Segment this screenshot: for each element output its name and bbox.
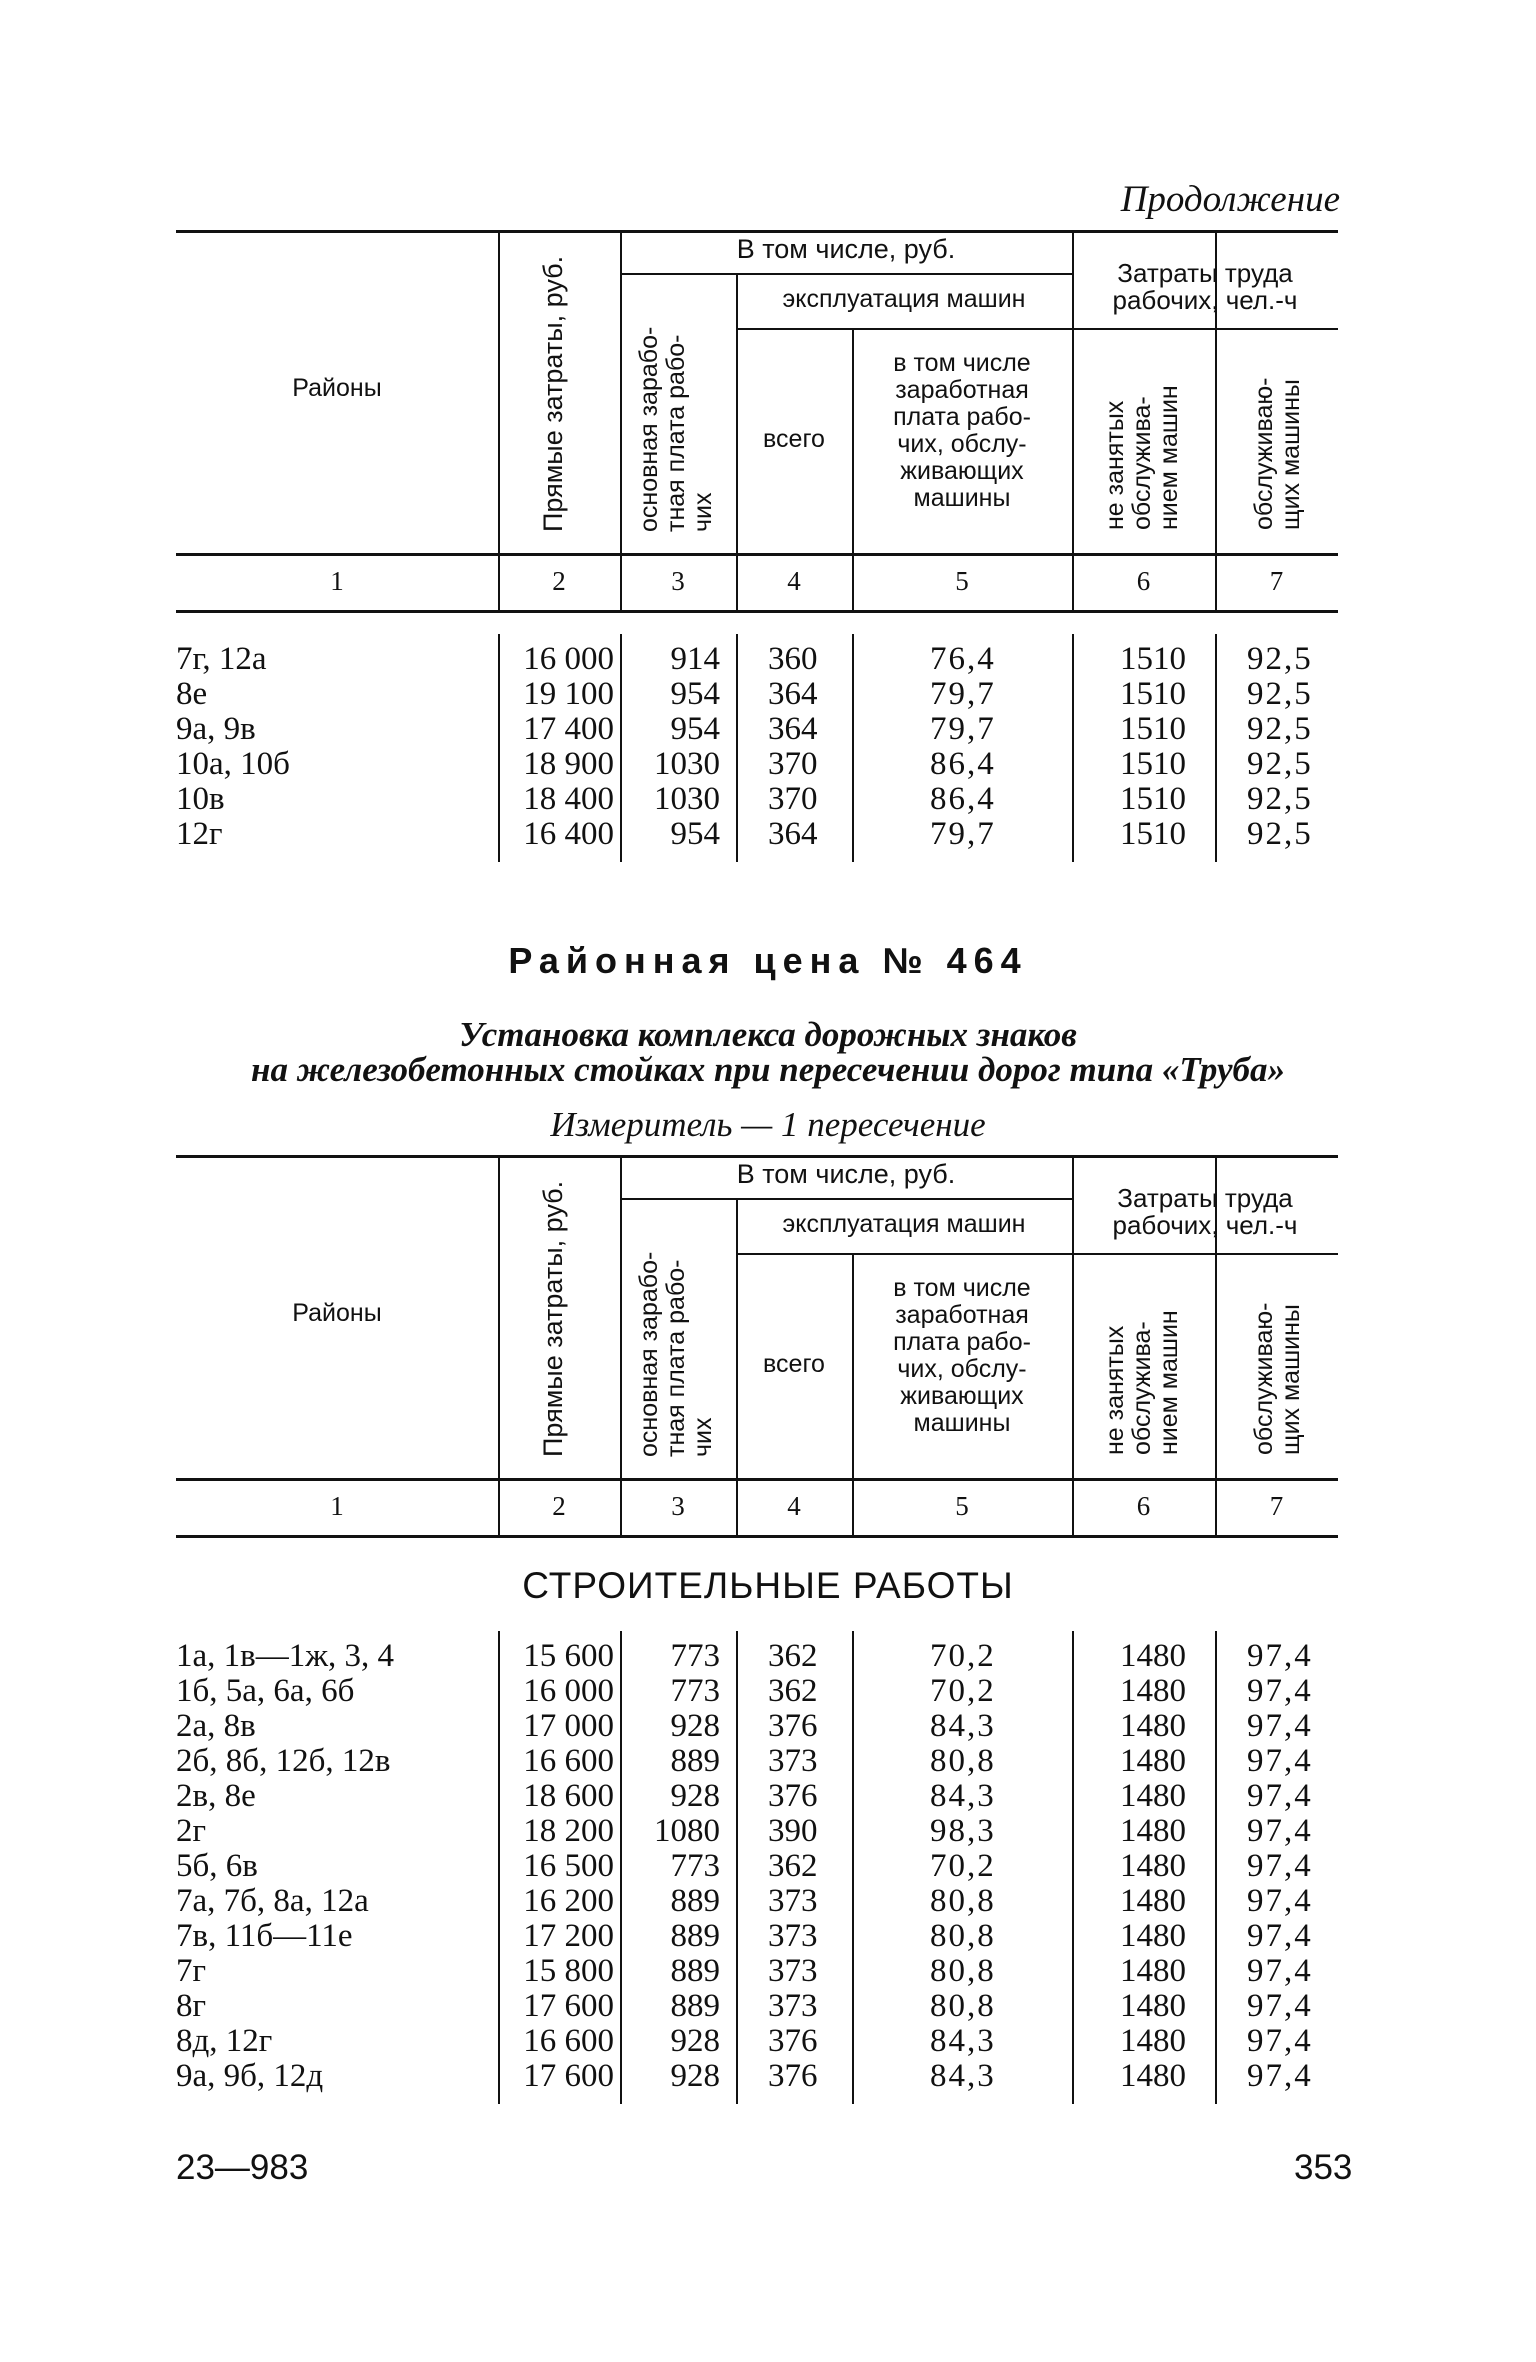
base-salary-cell: 889 xyxy=(670,1743,720,1779)
price-subtitle-1: Установка комплекса дорожных знаков xyxy=(459,1015,1077,1054)
machine-salary-header: в том числе заработная плата рабо- чих, обслу- живающих машины xyxy=(893,1274,1031,1437)
region-cell: 7в, 11б—11е xyxy=(176,1918,353,1954)
labor-not-busy-cell: 1480 xyxy=(1120,1638,1186,1674)
region-cell: 8д, 12г xyxy=(176,2023,273,2059)
machine-total-cell: 390 xyxy=(768,1813,818,1849)
direct-costs-cell: 17 000 xyxy=(523,1708,614,1744)
header-bottom-rule xyxy=(176,1478,1338,1481)
column-number: 6 xyxy=(1136,566,1151,596)
price-title: Районная цена № 464 xyxy=(508,940,1028,981)
region-cell: 1б, 5а, 6а, 6б xyxy=(176,1673,355,1709)
labor-not-busy-cell: 1480 xyxy=(1120,1953,1186,1989)
machine-total-cell: 360 xyxy=(768,641,818,677)
machine-salary-cell: 84,3 xyxy=(930,2023,996,2059)
machine-total-cell: 362 xyxy=(768,1673,818,1709)
machine-total-cell: 376 xyxy=(768,2023,818,2059)
machine-salary-cell: 76,4 xyxy=(930,641,996,677)
labor-serving-cell: 97,4 xyxy=(1247,1673,1313,1709)
column-number: 2 xyxy=(552,566,566,596)
base-salary-cell: 928 xyxy=(670,2058,720,2094)
region-cell: 2а, 8в xyxy=(176,1708,256,1744)
base-salary-cell: 889 xyxy=(670,1988,720,2024)
region-cell: 7а, 7б, 8а, 12а xyxy=(176,1883,369,1919)
machine-salary-cell: 84,3 xyxy=(930,2058,996,2094)
footer-code: 23—983 xyxy=(176,2148,309,2187)
base-salary-cell: 954 xyxy=(670,711,720,747)
body-col-divider xyxy=(1215,634,1217,862)
labor-serving-cell: 92,5 xyxy=(1247,781,1313,817)
base-salary-cell: 928 xyxy=(670,1708,720,1744)
machine-total-cell: 373 xyxy=(768,1988,818,2024)
machine-salary-cell: 79,7 xyxy=(930,676,996,712)
regions-header: Районы xyxy=(292,374,382,402)
base-salary-cell: 889 xyxy=(670,1918,720,1954)
base-salary-cell: 1030 xyxy=(654,746,720,782)
labor-header: Затраты труда рабочих, чел.-ч xyxy=(1112,258,1298,315)
machine-total-cell: 364 xyxy=(768,711,818,747)
machine-salary-cell: 86,4 xyxy=(930,746,996,782)
machine-rule xyxy=(736,1253,1072,1255)
labor-serving-cell: 97,4 xyxy=(1247,1988,1313,2024)
incl-rule xyxy=(620,1198,1072,1200)
direct-costs-cell: 15 800 xyxy=(523,1953,614,1989)
base-salary-cell: 1080 xyxy=(654,1813,720,1849)
body-col-divider xyxy=(1072,634,1074,862)
measure-unit: Измеритель — 1 пересечение xyxy=(550,1105,986,1144)
number-row-rule xyxy=(176,610,1338,613)
direct-costs-cell: 19 100 xyxy=(523,676,614,712)
machine-total-cell: 373 xyxy=(768,1883,818,1919)
body-col-divider xyxy=(852,634,854,862)
region-cell: 2б, 8б, 12б, 12в xyxy=(176,1743,391,1779)
machine-salary-header: в том числе заработная плата рабо- чих, обслу- живающих машины xyxy=(893,349,1031,512)
number-row-rule xyxy=(176,1535,1338,1538)
machine-total-cell: 373 xyxy=(768,1743,818,1779)
labor-not-busy-cell: 1510 xyxy=(1120,676,1186,712)
labor-serving-cell: 97,4 xyxy=(1247,1848,1313,1884)
labor-serving-cell: 97,4 xyxy=(1247,1813,1313,1849)
column-number: 6 xyxy=(1136,1491,1151,1521)
region-cell: 8г xyxy=(176,1988,207,2024)
machine-total-cell: 362 xyxy=(768,1848,818,1884)
column-number: 3 xyxy=(671,566,685,596)
labor-not-busy-cell: 1510 xyxy=(1120,746,1186,782)
price-subtitle-2: на железобетонных стойках при пересечении дорог типа «Труба» xyxy=(251,1050,1285,1089)
direct-costs-cell: 16 000 xyxy=(523,641,614,677)
base-salary-cell: 914 xyxy=(670,641,720,677)
machine-salary-cell: 80,8 xyxy=(930,1743,996,1779)
labor-not-busy-cell: 1480 xyxy=(1120,1988,1186,2024)
direct-costs-cell: 16 400 xyxy=(523,816,614,852)
labor-serving-cell: 97,4 xyxy=(1247,1883,1313,1919)
header-col-divider xyxy=(498,1155,500,1535)
direct-costs-header: Прямые затраты, руб. xyxy=(538,255,568,532)
labor-rule xyxy=(1072,1253,1338,1255)
base-salary-cell: 773 xyxy=(670,1673,720,1709)
direct-costs-cell: 15 600 xyxy=(523,1638,614,1674)
labor-not-busy-cell: 1510 xyxy=(1120,711,1186,747)
machine-salary-cell: 70,2 xyxy=(930,1848,996,1884)
direct-costs-cell: 18 600 xyxy=(523,1778,614,1814)
labor-serving-cell: 92,5 xyxy=(1247,641,1313,677)
machine-salary-cell: 80,8 xyxy=(930,1918,996,1954)
page-number: 353 xyxy=(1294,2148,1353,2187)
region-cell: 7г, 12а xyxy=(176,641,267,677)
machine-salary-cell: 98,3 xyxy=(930,1813,996,1849)
machine-salary-cell: 80,8 xyxy=(930,1883,996,1919)
total-header: всего xyxy=(763,1350,825,1378)
column-number: 1 xyxy=(330,566,344,596)
body-col-divider xyxy=(852,1631,854,2104)
total-header: всего xyxy=(763,425,825,453)
machine-ops-header: эксплуатация машин xyxy=(782,285,1026,313)
body-col-divider xyxy=(1215,1631,1217,2104)
incl-header: В том числе, руб. xyxy=(736,1159,956,1189)
base-salary-cell: 954 xyxy=(670,676,720,712)
region-cell: 9а, 9б, 12д xyxy=(176,2058,324,2094)
header-top-rule xyxy=(176,230,1338,233)
direct-costs-cell: 17 400 xyxy=(523,711,614,747)
not-busy-header: не занятых обслужива- нием машин xyxy=(1101,385,1183,530)
column-number: 7 xyxy=(1269,1491,1284,1521)
column-number: 1 xyxy=(330,1491,344,1521)
incl-header: В том числе, руб. xyxy=(736,234,956,264)
machine-salary-cell: 70,2 xyxy=(930,1638,996,1674)
base-salary-cell: 773 xyxy=(670,1848,720,1884)
machine-salary-cell: 86,4 xyxy=(930,781,996,817)
region-cell: 2в, 8е xyxy=(176,1778,256,1814)
labor-serving-cell: 92,5 xyxy=(1247,676,1313,712)
machine-salary-cell: 79,7 xyxy=(930,816,996,852)
body-col-divider xyxy=(736,634,738,862)
regions-header: Районы xyxy=(292,1299,382,1327)
labor-not-busy-cell: 1480 xyxy=(1120,2023,1186,2059)
machine-total-cell: 373 xyxy=(768,1953,818,1989)
header-bottom-rule xyxy=(176,553,1338,556)
labor-not-busy-cell: 1480 xyxy=(1120,2058,1186,2094)
direct-costs-cell: 17 200 xyxy=(523,1918,614,1954)
header-col-divider xyxy=(620,1155,622,1535)
base-salary-cell: 889 xyxy=(670,1953,720,1989)
base-salary-cell: 1030 xyxy=(654,781,720,817)
labor-serving-cell: 97,4 xyxy=(1247,1708,1313,1744)
direct-costs-cell: 16 000 xyxy=(523,1673,614,1709)
continuation-label: Продолжение xyxy=(1120,179,1340,220)
labor-not-busy-cell: 1480 xyxy=(1120,1918,1186,1954)
labor-not-busy-cell: 1480 xyxy=(1120,1743,1186,1779)
labor-serving-cell: 97,4 xyxy=(1247,1743,1313,1779)
base-salary-cell: 954 xyxy=(670,816,720,852)
machine-total-cell: 370 xyxy=(768,746,818,782)
column-number: 4 xyxy=(787,1491,801,1521)
labor-not-busy-cell: 1480 xyxy=(1120,1883,1186,1919)
region-cell: 10а, 10б xyxy=(176,746,290,782)
machine-total-cell: 373 xyxy=(768,1918,818,1954)
direct-costs-cell: 17 600 xyxy=(523,2058,614,2094)
direct-costs-cell: 18 200 xyxy=(523,1813,614,1849)
machine-salary-cell: 79,7 xyxy=(930,711,996,747)
direct-costs-cell: 18 400 xyxy=(523,781,614,817)
machine-total-cell: 376 xyxy=(768,2058,818,2094)
region-cell: 8е xyxy=(176,676,208,712)
labor-serving-cell: 97,4 xyxy=(1247,2023,1313,2059)
machine-salary-cell: 80,8 xyxy=(930,1953,996,1989)
serving-header: обслуживаю- щих машины xyxy=(1250,377,1305,530)
region-cell: 10в xyxy=(176,781,225,817)
direct-costs-cell: 16 600 xyxy=(523,1743,614,1779)
labor-serving-cell: 97,4 xyxy=(1247,1953,1313,1989)
direct-costs-header: Прямые затраты, руб. xyxy=(538,1180,568,1457)
base-salary-cell: 928 xyxy=(670,2023,720,2059)
machine-salary-cell: 84,3 xyxy=(930,1778,996,1814)
labor-not-busy-cell: 1510 xyxy=(1120,641,1186,677)
base-salary-cell: 773 xyxy=(670,1638,720,1674)
incl-rule xyxy=(620,273,1072,275)
labor-not-busy-cell: 1480 xyxy=(1120,1708,1186,1744)
machine-total-cell: 364 xyxy=(768,816,818,852)
labor-serving-cell: 97,4 xyxy=(1247,1638,1313,1674)
column-number: 5 xyxy=(955,1491,969,1521)
machine-rule xyxy=(736,328,1072,330)
base-salary-header: основная зарабо- тная плата рабо- чих xyxy=(635,1251,717,1457)
machine-total-cell: 376 xyxy=(768,1708,818,1744)
labor-rule xyxy=(1072,328,1338,330)
labor-serving-cell: 92,5 xyxy=(1247,816,1313,852)
labor-serving-cell: 92,5 xyxy=(1247,746,1313,782)
base-salary-header: основная зарабо- тная плата рабо- чих xyxy=(635,326,717,532)
section-title: СТРОИТЕЛЬНЫЕ РАБОТЫ xyxy=(522,1565,1014,1606)
direct-costs-cell: 16 600 xyxy=(523,2023,614,2059)
labor-not-busy-cell: 1480 xyxy=(1120,1778,1186,1814)
region-cell: 12г xyxy=(176,816,223,852)
machine-ops-header: эксплуатация машин xyxy=(782,1210,1026,1238)
header-top-rule xyxy=(176,1155,1338,1158)
labor-not-busy-cell: 1510 xyxy=(1120,781,1186,817)
serving-header: обслуживаю- щих машины xyxy=(1250,1302,1305,1455)
machine-total-cell: 362 xyxy=(768,1638,818,1674)
body-col-divider xyxy=(736,1631,738,2104)
column-number: 5 xyxy=(955,566,969,596)
column-number: 2 xyxy=(552,1491,566,1521)
body-col-divider xyxy=(1072,1631,1074,2104)
labor-header: Затраты труда рабочих, чел.-ч xyxy=(1112,1183,1298,1240)
region-cell: 5б, 6в xyxy=(176,1848,258,1884)
direct-costs-cell: 17 600 xyxy=(523,1988,614,2024)
column-number: 7 xyxy=(1269,566,1284,596)
not-busy-header: не занятых обслужива- нием машин xyxy=(1101,1310,1183,1455)
base-salary-cell: 889 xyxy=(670,1883,720,1919)
machine-total-cell: 364 xyxy=(768,676,818,712)
labor-not-busy-cell: 1480 xyxy=(1120,1813,1186,1849)
direct-costs-cell: 16 200 xyxy=(523,1883,614,1919)
labor-serving-cell: 97,4 xyxy=(1247,2058,1313,2094)
machine-total-cell: 370 xyxy=(768,781,818,817)
region-cell: 7г xyxy=(176,1953,207,1989)
machine-total-cell: 376 xyxy=(768,1778,818,1814)
direct-costs-cell: 16 500 xyxy=(523,1848,614,1884)
base-salary-cell: 928 xyxy=(670,1778,720,1814)
region-cell: 1а, 1в—1ж, 3, 4 xyxy=(176,1638,395,1674)
labor-not-busy-cell: 1510 xyxy=(1120,816,1186,852)
machine-salary-cell: 70,2 xyxy=(930,1673,996,1709)
labor-not-busy-cell: 1480 xyxy=(1120,1848,1186,1884)
direct-costs-cell: 18 900 xyxy=(523,746,614,782)
region-cell: 9а, 9в xyxy=(176,711,256,747)
machine-salary-cell: 84,3 xyxy=(930,1708,996,1744)
machine-salary-cell: 80,8 xyxy=(930,1988,996,2024)
header-col-divider xyxy=(620,230,622,610)
region-cell: 2г xyxy=(176,1813,207,1849)
column-number: 3 xyxy=(671,1491,685,1521)
header-col-divider xyxy=(498,230,500,610)
labor-serving-cell: 97,4 xyxy=(1247,1918,1313,1954)
labor-not-busy-cell: 1480 xyxy=(1120,1673,1186,1709)
labor-serving-cell: 92,5 xyxy=(1247,711,1313,747)
labor-serving-cell: 97,4 xyxy=(1247,1778,1313,1814)
column-number: 4 xyxy=(787,566,801,596)
